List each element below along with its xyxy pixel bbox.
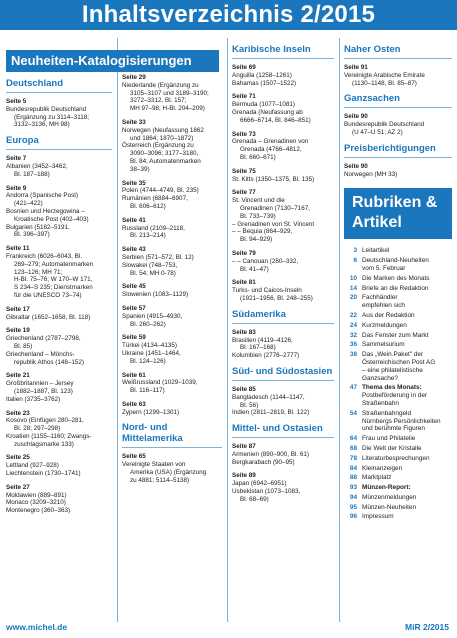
entry-line: Moldawien (889–891) — [6, 491, 67, 499]
column-4 — [344, 44, 452, 523]
entry-line: (U 47–U 51; AZ 2) — [352, 128, 403, 136]
section-header: Karibische Inseln — [232, 44, 334, 59]
section-banner: Neuheiten-Katalogisierungen — [6, 50, 219, 72]
rubriken-item — [344, 494, 452, 502]
index-entry — [344, 113, 452, 136]
rubriken-banner — [344, 188, 452, 239]
entry-line: – – Bequia (864–929, — [232, 228, 293, 236]
entry-line: St. Kitts (1350–1375, Bl. 135) — [232, 175, 315, 183]
rubriken-item — [344, 474, 452, 482]
entry-line: Bl. 213–214) — [130, 232, 166, 240]
rubriken-title — [362, 504, 416, 512]
entry-line: Bulgarien (5182–5191, — [6, 223, 70, 231]
page-reference: Seite 11 — [6, 245, 30, 253]
rubriken-page-number: 88 — [349, 474, 357, 482]
rubriken-title-line: Österreichischen Post AG — [362, 358, 436, 366]
toc-section — [6, 78, 112, 129]
entry-line: Turks- und Caicos-Inseln — [232, 287, 302, 295]
rubriken-item — [344, 322, 452, 330]
rubriken-page-number: 3 — [353, 247, 357, 255]
section-header: Ganzsachen — [344, 93, 452, 108]
page-reference: Seite 35 — [122, 179, 146, 187]
toc-section — [232, 366, 334, 417]
rubriken-item — [344, 455, 452, 463]
index-entry — [122, 180, 222, 211]
rubriken-item — [344, 247, 452, 255]
entry-line: Polen (4744–4749, Bl. 235) — [122, 187, 199, 195]
index-entry — [6, 410, 112, 449]
rubriken-title — [362, 332, 428, 340]
entry-line: Spanien (4915–4930, — [122, 312, 183, 320]
entry-line: (1921–1956, Bl. 248–255) — [240, 294, 313, 302]
footer — [0, 620, 457, 632]
section-header: Süd- und Südostasien — [232, 366, 334, 381]
page-reference: Seite 89 — [232, 472, 256, 480]
entry-line: Bl. 260–262) — [130, 320, 166, 328]
rubriken-title — [362, 257, 429, 273]
rubriken-item — [344, 312, 452, 320]
entry-line: und 1864; 1870–1872) — [130, 134, 194, 142]
rubriken-item — [344, 384, 452, 407]
rubriken-page-number: 78 — [349, 454, 357, 462]
entry-line: für die UNESCO 73–74) — [14, 291, 82, 299]
page-reference: Seite 85 — [232, 385, 256, 393]
rubriken-title-line: Postbeförderung in der — [362, 392, 428, 400]
rubriken-title-line: Aus der Redaktion — [362, 311, 415, 319]
entry-line: Norwegen (Neufassung 1862 — [122, 126, 204, 134]
column-2 — [122, 74, 222, 491]
section-header: Nord- und Mittelamerika — [122, 422, 222, 448]
rubriken-title-line: Impressum — [362, 513, 394, 521]
rubriken-title-line: Straßenbahngeld — [362, 409, 412, 417]
toc-section — [6, 135, 112, 515]
rubriken-item — [344, 285, 452, 293]
index-entry — [6, 245, 112, 300]
page-reference: Seite 61 — [122, 371, 146, 379]
rubriken-title-line: Die Marken des Monats — [362, 274, 430, 282]
rubriken-title — [362, 275, 430, 283]
rubriken-title — [362, 494, 416, 502]
page-reference: Seite 45 — [122, 283, 146, 291]
page-reference: Seite 5 — [6, 98, 27, 105]
rubriken-page-number: 10 — [349, 274, 357, 282]
entry-line: Bl. 28; 297–298) — [14, 425, 61, 433]
page-reference: Seite 29 — [122, 74, 146, 81]
entry-line: 3105–3107 und 3189–3190; — [130, 89, 209, 97]
rubriken-item — [344, 341, 452, 349]
entry-line: Vereinigte Staaten von — [122, 461, 186, 469]
page-reference: Seite 87 — [232, 443, 256, 451]
toc-section — [122, 422, 222, 484]
entry-line: zu 4881; 5114–5138) — [130, 476, 190, 484]
rubriken-title-line: Fachhändler — [362, 294, 398, 302]
rubriken-title-line: Rubriken & — [352, 194, 438, 212]
column-divider — [339, 38, 340, 622]
entry-line: Bl. 85) — [14, 342, 33, 350]
entry-line: Bl. 396–397) — [14, 231, 50, 239]
rubriken-title — [362, 294, 405, 310]
toc-section — [232, 44, 334, 303]
rubriken-item — [344, 257, 452, 273]
entry-line: 123–126; MH 71; — [14, 268, 63, 276]
entry-line: Bundesrepublik Deutschland — [344, 121, 425, 129]
index-entry — [122, 401, 222, 417]
footer-issue: MiR 2/2015 — [405, 622, 449, 632]
rubriken-title-line: – eine philatelistische — [362, 366, 423, 374]
rubriken-title — [362, 435, 415, 443]
toc-section — [344, 44, 452, 87]
rubriken-title-line: Kurzmeldungen — [362, 321, 407, 329]
entry-line: Andorra (Spanische Post) — [6, 192, 79, 200]
entry-line: Serbien (571–572, Bl. 12) — [122, 253, 194, 261]
rubriken-item — [344, 332, 452, 340]
rubriken-item — [344, 351, 452, 382]
index-entry — [122, 334, 222, 365]
entry-line: Grenada (4766–4812, — [240, 146, 302, 154]
index-entry — [122, 74, 222, 113]
entry-line: Bl. 41–47) — [240, 265, 269, 273]
rubriken-list — [344, 247, 452, 521]
rubriken-title — [362, 285, 428, 293]
entry-line: Kolumbien (2776–2777) — [232, 352, 300, 360]
entry-line: Bl. 94–929) — [240, 236, 273, 244]
page-title: Inhaltsverzeichnis 2/2015 — [0, 0, 457, 30]
entry-line: Bangladesch (1144–1147, — [232, 393, 305, 401]
rubriken-page-number: 95 — [349, 503, 357, 511]
entry-line: 38–39) — [130, 165, 150, 173]
rubriken-title-line: Frau und Philatelie — [362, 435, 416, 443]
page-reference: Seite 63 — [122, 400, 146, 408]
rubriken-title — [362, 484, 411, 492]
index-entry — [232, 250, 334, 273]
entry-line: Weißrussland (1029–1039, — [122, 379, 198, 387]
rubriken-title — [362, 465, 402, 473]
page-reference: Seite 81 — [232, 279, 256, 287]
rubriken-page-number: 93 — [349, 484, 357, 492]
rubriken-item — [344, 504, 452, 512]
rubriken-title-line: vom 5. Februar — [362, 264, 406, 272]
rubriken-title-line: Straßenbahn — [362, 399, 399, 407]
entry-line: Österreich (Ergänzung zu — [122, 142, 194, 150]
section-header: Naher Osten — [344, 44, 452, 59]
index-entry — [6, 327, 112, 366]
entry-line: republik Athos (148–152) — [14, 358, 85, 366]
rubriken-title-line: Nürnbergs Persönlichkeiten — [362, 417, 441, 425]
entry-line: Frankreich (6026–6043, Bl. — [6, 252, 82, 260]
index-entry — [122, 119, 222, 174]
page-reference: Seite 75 — [232, 167, 256, 175]
rubriken-page-number: 14 — [349, 284, 357, 292]
rubriken-page-number: 68 — [349, 444, 357, 452]
index-entry — [6, 185, 112, 240]
page-reference: Seite 19 — [6, 327, 30, 335]
entry-line: Russland (2109–2118, — [122, 224, 185, 232]
rubriken-title-line: Ganzsache? — [362, 374, 398, 382]
entry-line: Bl. 68–69) — [240, 495, 269, 503]
entry-line: (1130–1148, Bl. 85–87) — [352, 79, 417, 87]
rubriken-page-number: 36 — [349, 341, 357, 349]
entry-line: (421–422) — [14, 200, 43, 208]
entry-line: St. Vincent und die — [232, 197, 285, 205]
index-entry — [6, 454, 112, 477]
rubriken-title — [362, 312, 415, 320]
rubriken-title-line: Die Welt der Kristalle — [362, 444, 422, 452]
entry-line: Liechtenstein (1730–1741) — [6, 470, 81, 478]
entry-line: – Grenadinen von St. Vincent — [232, 220, 315, 228]
rubriken-item — [344, 410, 452, 433]
rubriken-title-line: Briefe an die Redaktion — [362, 284, 429, 292]
rubriken-title-line: Leitartikel — [362, 247, 390, 255]
rubriken-title — [362, 474, 391, 482]
entry-line: – – Canouan (280–332, — [232, 257, 299, 265]
rubriken-item — [344, 484, 452, 492]
rubriken-page-number: 84 — [349, 464, 357, 472]
entry-line: Bl. 124–126) — [130, 357, 166, 365]
entry-line: Bl. 54; MH 0-78) — [130, 269, 176, 277]
entry-line: Vereinigte Arabische Emirate — [344, 71, 425, 79]
column-divider — [227, 38, 228, 622]
index-entry — [122, 217, 222, 240]
entry-line: Albanien (3452–3462, — [6, 162, 68, 170]
page-reference: Seite 71 — [232, 93, 256, 101]
entry-line: Bermuda (1077–1081) — [232, 101, 296, 109]
entry-line: Norwegen (MH 33) — [344, 170, 398, 178]
rubriken-page-number: 94 — [349, 493, 357, 501]
entry-line: Anguilla (1258–1261) — [232, 71, 292, 79]
entry-line: S 234–S 235; Dienstmarken — [14, 284, 93, 292]
entry-line: Usbekistan (1073–1083, — [232, 488, 301, 496]
entry-line: Slowakei (748–753, — [122, 261, 178, 269]
rubriken-page-number: 32 — [349, 331, 357, 339]
entry-line: 6666–6714, Bl. 846–851) — [240, 116, 311, 124]
entry-line: 3090–3096; 3177–3180, — [130, 150, 199, 158]
rubriken-page-number: 54 — [349, 409, 357, 417]
rubriken-title-line: Das „Wein.Paket" der — [362, 351, 424, 359]
rubriken-title-line: Artikel — [352, 214, 402, 232]
rubriken-page-number: 20 — [349, 294, 357, 302]
entry-line: Bl. 167–168) — [240, 344, 276, 352]
index-entry — [232, 189, 334, 244]
entry-line: Indien (2811–2819, Bl. 122) — [232, 409, 310, 417]
entry-line: Bergkarabach (90–95) — [232, 458, 295, 466]
section-header: Europa — [6, 135, 112, 150]
rubriken-title — [362, 247, 389, 255]
entry-line: Bl. 116–117) — [130, 387, 165, 395]
entry-line: Bl. 660–671) — [240, 153, 276, 161]
page-reference: Seite 17 — [6, 305, 30, 313]
entry-line: Bahamas (1507–1522) — [232, 79, 297, 87]
footer-url[interactable]: www.michel.de — [6, 622, 68, 632]
rubriken-title-line: Das Fenster zum Markt — [362, 331, 429, 339]
entry-line: Griechenland (2787–2798, — [6, 335, 81, 343]
rubriken-title-line: Sammelsurium — [362, 341, 405, 349]
entry-line: Bl. 84; Automatenmarken — [130, 157, 201, 165]
rubriken-title-line: Münzen-Neuheiten — [362, 503, 416, 511]
index-entry — [232, 279, 334, 302]
rubriken-title-line: und berühmte Figuren — [362, 425, 425, 433]
rubriken-title-line: Deutschland-Neuheiten — [362, 257, 429, 265]
toc-section — [232, 423, 334, 504]
entry-line: Lettland (927–928) — [6, 462, 59, 470]
entry-line: (Ergänzung zu 3114–3118; — [14, 113, 90, 121]
page-reference: Seite 90 — [344, 113, 368, 121]
page-reference: Seite 65 — [122, 453, 146, 461]
index-entry — [232, 329, 334, 360]
index-entry — [6, 372, 112, 403]
page-reference: Seite 33 — [122, 118, 146, 126]
entry-line: 3132–3136, MH 98) — [14, 121, 70, 129]
entry-line: Grenada (Neufassung ab — [232, 108, 303, 116]
entry-line: Zypern (1299–1301) — [122, 408, 180, 416]
rubriken-page-number: 24 — [349, 321, 357, 329]
entry-line: Italien (3735–3762) — [6, 395, 61, 403]
page-reference: Seite 41 — [122, 216, 146, 224]
rubriken-title-line: Münzen-Report: — [362, 484, 411, 492]
index-entry — [232, 168, 334, 184]
page-reference: Seite 43 — [122, 246, 146, 254]
entry-line: 269–279; Automatenmarken — [14, 260, 94, 268]
entry-line: zuschlagsmarke 133) — [14, 440, 74, 448]
entry-line: Kosovo (Einfügen 280–281, — [6, 417, 84, 425]
entry-line: Bl. 187–188) — [14, 170, 50, 178]
entry-line: Rumänien (6884–6907, — [122, 195, 188, 203]
entry-line: Monaco (3209–3210) — [6, 499, 66, 507]
entry-line: Kroatien (1155–1160; Zwangs- — [6, 432, 92, 440]
rubriken-item — [344, 275, 452, 283]
index-entry — [232, 64, 334, 87]
page-reference: Seite 21 — [6, 372, 30, 380]
index-entry — [122, 453, 222, 484]
entry-line: Bosnien und Herzegowina – — [6, 207, 85, 215]
entry-line: Amerika (USA) (Ergänzung — [130, 469, 207, 477]
section-header: Mittel- und Ostasien — [232, 423, 334, 438]
entry-line: MH 97–98; H-Bl. 204–209) — [130, 105, 205, 113]
toc-section — [344, 143, 452, 179]
rubriken-page-number: 96 — [349, 513, 357, 521]
rubriken-page-number: 6 — [353, 257, 357, 265]
page-reference: Seite 73 — [232, 130, 256, 138]
entry-line: Grenada – Grenadinen von — [232, 138, 309, 146]
page-reference: Seite 23 — [6, 409, 30, 417]
rubriken-title — [362, 410, 441, 433]
entry-line: (1882–1887, Bl. 123) — [14, 387, 73, 395]
rubriken-title — [362, 384, 427, 407]
entry-line: Slowenien (1083–1129) — [122, 291, 189, 299]
entry-line: Türkei (4134–4135) — [122, 342, 177, 350]
rubriken-title-line: Kleinanzeigen — [362, 464, 403, 472]
index-entry — [344, 163, 452, 179]
rubriken-page-number: 22 — [349, 311, 357, 319]
section-header: Südamerika — [232, 309, 334, 324]
toc-section — [232, 309, 334, 360]
entry-line: Brasilien (4119–4126, — [232, 336, 293, 344]
entry-line: Bl. 56) — [240, 401, 259, 409]
index-entry — [6, 306, 112, 322]
rubriken-page-number: 38 — [349, 351, 357, 359]
page-reference: Seite 79 — [232, 249, 256, 257]
entry-line: Großbritannien – Jersey — [6, 380, 74, 388]
entry-line: Montenegro (360–363) — [6, 507, 71, 515]
entry-line: Bl. 606–612) — [130, 202, 166, 210]
entry-line: 3272–3312, Bl. 157; — [130, 97, 187, 105]
index-entry — [6, 484, 112, 515]
page-reference: Seite 69 — [232, 64, 256, 71]
rubriken-page-number: 47 — [349, 384, 357, 392]
section-header: Preisberichtigungen — [344, 143, 452, 158]
index-entry — [232, 443, 334, 466]
rubriken-title-line: Münzenmeldungen — [362, 493, 417, 501]
toc-section — [344, 93, 452, 136]
index-entry — [122, 246, 222, 277]
rubriken-title — [362, 455, 430, 463]
rubriken-title — [362, 341, 405, 349]
page-reference: Seite 90 — [344, 162, 368, 170]
index-entry — [6, 155, 112, 178]
page-reference: Seite 7 — [6, 155, 27, 163]
rubriken-title-line: Marktplatz — [362, 474, 392, 482]
rubriken-item — [344, 465, 452, 473]
entry-line: Bl. 733–739) — [240, 212, 276, 220]
page-reference: Seite 91 — [344, 64, 368, 71]
entry-line: Niederlande (Ergänzung zu — [122, 81, 199, 89]
entry-line: Ukraine (1451–1464, — [122, 349, 181, 357]
entry-line: H-Bl. 75–76; W 170–W 171, — [14, 276, 93, 284]
page-reference: Seite 77 — [232, 189, 256, 197]
rubriken-title — [362, 445, 422, 453]
rubriken-title — [362, 351, 435, 382]
entry-line: Grenadinen (7130–7167, — [240, 204, 311, 212]
rubriken-title — [362, 513, 394, 521]
rubriken-page-number: 64 — [349, 435, 357, 443]
entry-line: Armenien (890–900, Bl. 61) — [232, 450, 310, 458]
page-reference: Seite 57 — [122, 304, 146, 312]
page-reference: Seite 9 — [6, 184, 27, 192]
index-entry — [232, 131, 334, 162]
entry-line: Bundesrepublik Deutschland — [6, 105, 87, 113]
index-entry — [122, 305, 222, 328]
index-entry — [122, 372, 222, 395]
page-reference: Seite 59 — [122, 334, 146, 342]
page-reference: Seite 27 — [6, 483, 30, 491]
rubriken-title-line: empfehlen sich — [362, 302, 405, 310]
entry-line: Kroatische Post (402–403) — [14, 215, 89, 223]
index-entry — [232, 386, 334, 417]
page-reference: Seite 25 — [6, 454, 30, 462]
rubriken-item — [344, 294, 452, 310]
column-3 — [232, 44, 334, 510]
section-header: Deutschland — [6, 78, 112, 93]
rubriken-title — [362, 322, 407, 330]
index-entry — [6, 98, 112, 129]
entry-line: Gibraltar (1652–1658, Bl. 118) — [6, 313, 91, 321]
page-reference: Seite 83 — [232, 328, 256, 336]
entry-line: Japan (6942–6951) — [232, 480, 287, 488]
rubriken-item — [344, 445, 452, 453]
index-entry — [232, 93, 334, 124]
index-entry — [344, 64, 452, 87]
rubriken-title-line: Literaturbesprechungen — [362, 454, 430, 462]
rubriken-item — [344, 513, 452, 521]
index-entry — [232, 472, 334, 503]
rubriken-item — [344, 435, 452, 443]
entry-line: Griechenland – Mönchs- — [6, 350, 75, 358]
index-entry — [122, 283, 222, 299]
rubriken-title-line: Thema des Monats: — [362, 384, 422, 392]
